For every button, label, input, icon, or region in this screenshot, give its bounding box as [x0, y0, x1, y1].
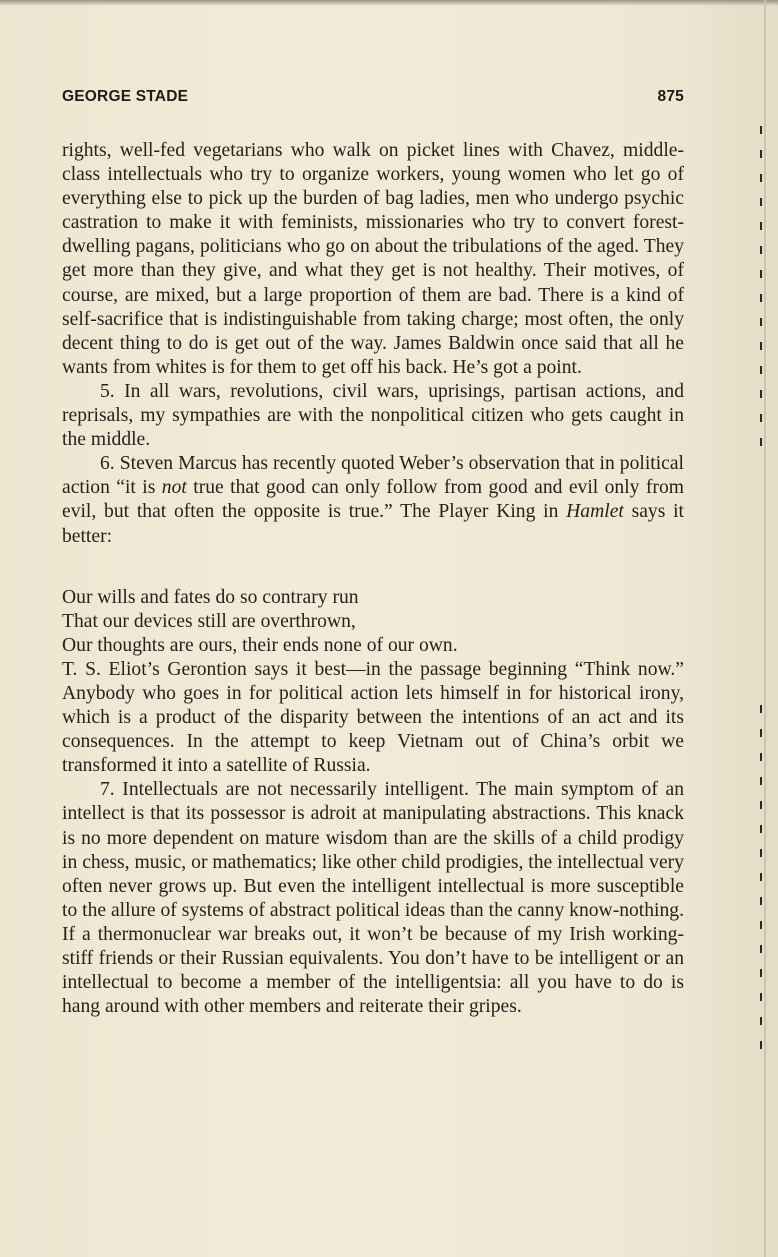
paragraph-text: true that good can only follow from good and evil only from evil, but that often the opposite is true.” The Player King in	[62, 477, 684, 523]
paragraph-point-5: 5. In all wars, revolutions, civil wars, uprisings, partisan actions, and reprisals, my sympathies are with the nonpolitical citizen who gets caught in the middle.	[62, 380, 684, 451]
margin-mark	[760, 198, 762, 206]
margin-mark	[760, 993, 762, 1001]
margin-mark	[760, 777, 762, 785]
paragraph-text: 6. Steven Marcus has recently quoted Weber’s observation that in political action “it is	[62, 453, 684, 499]
margin-mark	[760, 897, 762, 905]
margin-mark	[760, 945, 762, 953]
page-edge	[764, 0, 766, 1257]
article-body	[62, 139, 684, 1019]
verse-line: Our wills and fates do so contrary run	[62, 586, 359, 608]
margin-mark	[760, 729, 762, 737]
margin-mark	[760, 294, 762, 302]
verse-line: That our devices still are overthrown,	[62, 610, 356, 632]
margin-mark	[760, 390, 762, 398]
margin-mark	[760, 174, 762, 182]
margin-mark	[760, 126, 762, 134]
margin-mark	[760, 150, 762, 158]
margin-mark	[760, 873, 762, 881]
margin-mark	[760, 366, 762, 374]
margin-mark	[760, 246, 762, 254]
italic-word: not	[161, 477, 187, 499]
margin-mark	[760, 1017, 762, 1025]
paragraph-point-7: 7. Intellectuals are not necessarily intelligent. The main symptom of an intellect is that its possessor is adroit at manipulating abstractions. This knack is no more dependent on mature wisdom than are the skills of a child prodigy in chess, music, or mathematics; like other child prodigies, the intellectual very often never grows up. But even the intelligent intellectual is more susceptible to the allure of systems of abstract political ideas than the canny know-nothing. If a thermonuclear war breaks out, it won’t be because of my Irish working-stiff friends or their Russian equivalents. You don’t have to be intelligent or an intellectual to become a member of the intelligentsia: all you have to do is hang around with other members and reiterate their gripes.	[62, 779, 684, 1018]
verse-line: Our thoughts are ours, their ends none of our own.	[62, 634, 458, 656]
margin-mark	[760, 270, 762, 278]
top-shadow	[0, 0, 778, 6]
margin-mark	[760, 825, 762, 833]
margin-mark	[760, 753, 762, 761]
margin-mark	[760, 342, 762, 350]
paragraph-eliot: T. S. Eliot’s Gerontion says it best—in the passage beginning “Think now.” Anybody who goes in for political action lets himself in for historical irony, which is a product of the disparity between the intentions of an act and its consequences. In the attempt to keep Vietnam out of China’s orbit we transformed it into a satellite of Russia.	[62, 658, 684, 777]
paragraph-text: says it better:	[62, 501, 684, 547]
margin-mark	[760, 1041, 762, 1049]
paragraph-continued: rights, well-fed vegetarians who walk on picket lines with Chavez, middle-class intellectuals who try to organize workers, young women who let go of everything else to pick up the burden of bag ladies, men who undergo psychic castration to make it with feminists, missionaries who try to convert forest-dwelling pagans, politicians who go on about the tribulations of the aged. They get more than they give, and what they get is not healthy. Their motives, of course, are mixed, but a large proportion of them are bad. There is a kind of self-sacrifice that is indistinguishable from taking charge; most often, the only decent thing to do is get out of the way. James Baldwin once said that all he wants from whites is for them to get off his back. He’s got a point.	[62, 140, 684, 378]
running-header-author: GEORGE STADE	[62, 88, 189, 105]
margin-mark	[760, 438, 762, 446]
margin-mark	[760, 921, 762, 929]
margin-mark	[760, 414, 762, 422]
margin-mark	[760, 849, 762, 857]
page-number: 875	[657, 88, 684, 105]
margin-mark	[760, 801, 762, 809]
margin-mark	[760, 222, 762, 230]
margin-mark	[760, 969, 762, 977]
paragraph-point-6	[62, 452, 684, 548]
italic-title: Hamlet	[566, 501, 624, 523]
margin-mark	[760, 705, 762, 713]
margin-mark	[760, 318, 762, 326]
